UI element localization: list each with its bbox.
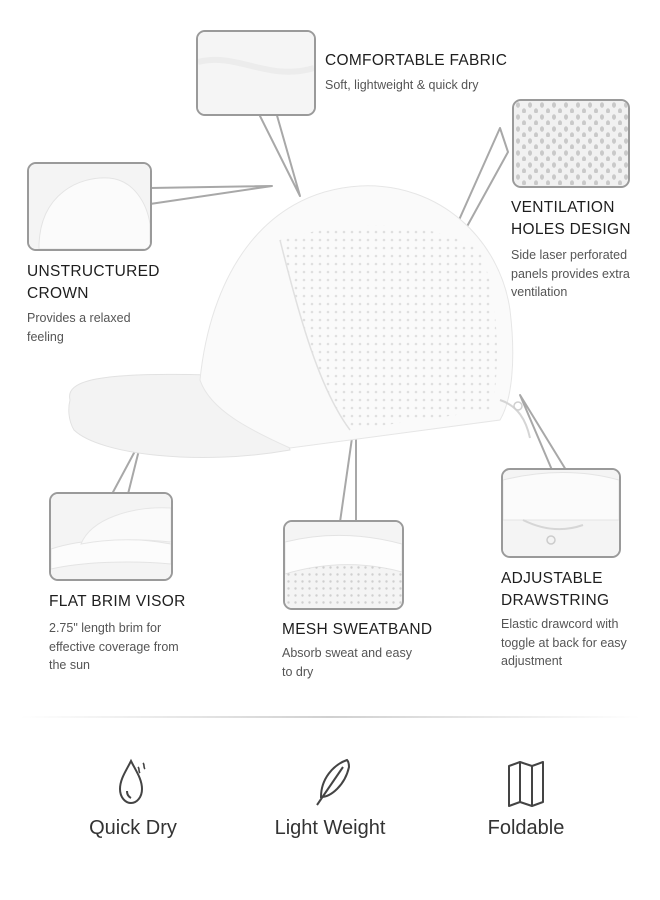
sweatband-image (285, 522, 402, 608)
drawstring-title: ADJUSTABLE DRAWSTRING (501, 570, 610, 609)
fabric-swatch-image (198, 32, 314, 114)
fabric-title: COMFORTABLE FABRIC (325, 52, 508, 69)
feather-icon (313, 757, 353, 807)
visor-thumbnail (49, 492, 173, 581)
visor-desc: 2.75" length brim for effective coverage from the sun (49, 621, 179, 672)
visor-image (51, 494, 171, 579)
crown-thumbnail (27, 162, 152, 251)
drawstring-image (503, 470, 619, 556)
crown-title: UNSTRUCTURED CROWN (27, 263, 160, 302)
section-divider (0, 714, 660, 720)
visor-title: FLAT BRIM VISOR (49, 593, 186, 610)
light-weight-label: Light Weight (274, 817, 386, 839)
foldable-label: Foldable (487, 817, 565, 839)
crown-desc: Provides a relaxed feeling (27, 311, 131, 344)
quick-dry-label: Quick Dry (89, 817, 177, 839)
ventilation-thumbnail (512, 99, 630, 188)
ventilation-title: VENTILATION HOLES DESIGN (511, 199, 631, 238)
sweatband-title: MESH SWEATBAND (282, 621, 433, 638)
perforation-image (514, 101, 628, 186)
sweatband-thumbnail (283, 520, 404, 610)
fabric-thumbnail (196, 30, 316, 116)
ventilation-desc: Side laser perforated panels provides extra ventilation (511, 248, 630, 299)
fabric-desc: Soft, lightweight & quick dry (325, 78, 479, 92)
sweatband-desc: Absorb sweat and easy to dry (282, 646, 412, 679)
drawstring-thumbnail (501, 468, 621, 558)
crown-image (29, 164, 150, 249)
drawstring-desc: Elastic drawcord with toggle at back for easy adjustment (501, 617, 627, 668)
folded-map-icon (506, 758, 546, 808)
water-drop-icon (116, 757, 150, 807)
